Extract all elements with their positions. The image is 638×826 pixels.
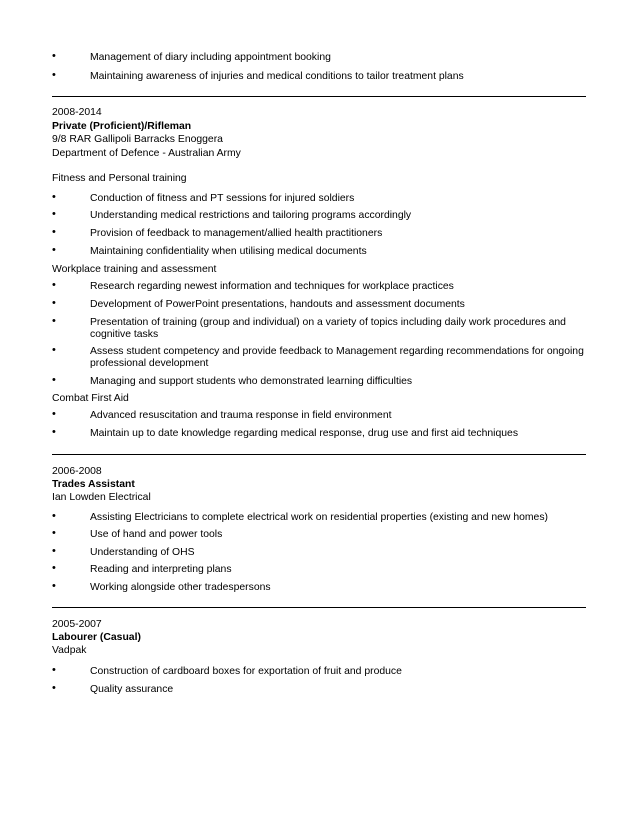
- bullet-icon: •: [52, 527, 56, 539]
- job-organisation: Ian Lowden Electrical: [52, 492, 151, 503]
- bullet-icon: •: [52, 315, 56, 327]
- bullet-icon: •: [52, 562, 56, 574]
- list-item-text: Use of hand and power tools: [90, 529, 223, 540]
- list-item-text: Maintain up to date knowledge regarding medical response, drug use and first aid techniques: [90, 428, 519, 439]
- bullet-icon: •: [52, 244, 56, 256]
- section-divider: [52, 96, 586, 97]
- list-item-text: Reading and interpreting plans: [90, 564, 232, 575]
- section-divider: [52, 454, 586, 455]
- bullet-icon: •: [52, 279, 56, 291]
- bullet-icon: •: [52, 510, 56, 522]
- job-organisation: Department of Defence - Australian Army: [52, 148, 241, 159]
- subsection-heading: Combat First Aid: [52, 393, 129, 404]
- bullet-icon: •: [52, 682, 56, 694]
- bullet-icon: •: [52, 50, 56, 62]
- list-item-text: Assisting Electricians to complete electrical work on residential properties (existing and new homes): [90, 512, 548, 523]
- section-divider: [52, 607, 586, 608]
- bullet-icon: •: [52, 297, 56, 309]
- job-unit: 9/8 RAR Gallipoli Barracks Enoggera: [52, 134, 223, 145]
- list-item-text: Conduction of fitness and PT sessions for injured soldiers: [90, 193, 355, 204]
- subsection-heading: Fitness and Personal training: [52, 173, 187, 184]
- list-item-text: Construction of cardboard boxes for exportation of fruit and produce: [90, 666, 402, 677]
- list-item-text: Research regarding newest information and techniques for workplace practices: [90, 281, 454, 292]
- job-title: Private (Proficient)/Rifleman: [52, 121, 192, 132]
- job-title: Trades Assistant: [52, 479, 135, 490]
- bullet-icon: •: [52, 226, 56, 238]
- bullet-icon: •: [52, 664, 56, 676]
- bullet-icon: •: [52, 408, 56, 420]
- job-dates: 2005-2007: [52, 619, 102, 630]
- list-item-text: Assess student competency and provide feedback to Management regarding recommendations for ongoing professional development: [90, 346, 584, 369]
- job-organisation: Vadpak: [52, 645, 87, 656]
- bullet-icon: •: [52, 374, 56, 386]
- list-item-text: Development of PowerPoint presentations, handouts and assessment documents: [90, 299, 465, 310]
- list-item-text: Maintaining confidentiality when utilising medical documents: [90, 246, 367, 257]
- list-item-text: Quality assurance: [90, 684, 174, 695]
- job-title: Labourer (Casual): [52, 632, 141, 643]
- list-item-text: Provision of feedback to management/allied health practitioners: [90, 228, 383, 239]
- bullet-icon: •: [52, 344, 56, 356]
- subsection-heading: Workplace training and assessment: [52, 264, 217, 275]
- list-item-text: Managing and support students who demonstrated learning difficulties: [90, 376, 413, 387]
- job-dates: 2006-2008: [52, 466, 102, 477]
- bullet-icon: •: [52, 580, 56, 592]
- job-dates: 2008-2014: [52, 107, 102, 118]
- bullet-icon: •: [52, 208, 56, 220]
- bullet-icon: •: [52, 69, 56, 81]
- bullet-icon: •: [52, 426, 56, 438]
- list-item-text: Advanced resuscitation and trauma response in field environment: [90, 410, 392, 421]
- list-item-text: Management of diary including appointment booking: [90, 52, 331, 63]
- bullet-icon: •: [52, 191, 56, 203]
- list-item-text: Maintaining awareness of injuries and medical conditions to tailor treatment plans: [90, 71, 464, 82]
- list-item-text: Understanding medical restrictions and tailoring programs accordingly: [90, 210, 412, 221]
- list-item-text: Working alongside other tradespersons: [90, 582, 271, 593]
- list-item-text: Understanding of OHS: [90, 547, 195, 558]
- bullet-icon: •: [52, 545, 56, 557]
- list-item-text: Presentation of training (group and individual) on a variety of topics including daily work procedures and cognitive tasks: [90, 317, 566, 340]
